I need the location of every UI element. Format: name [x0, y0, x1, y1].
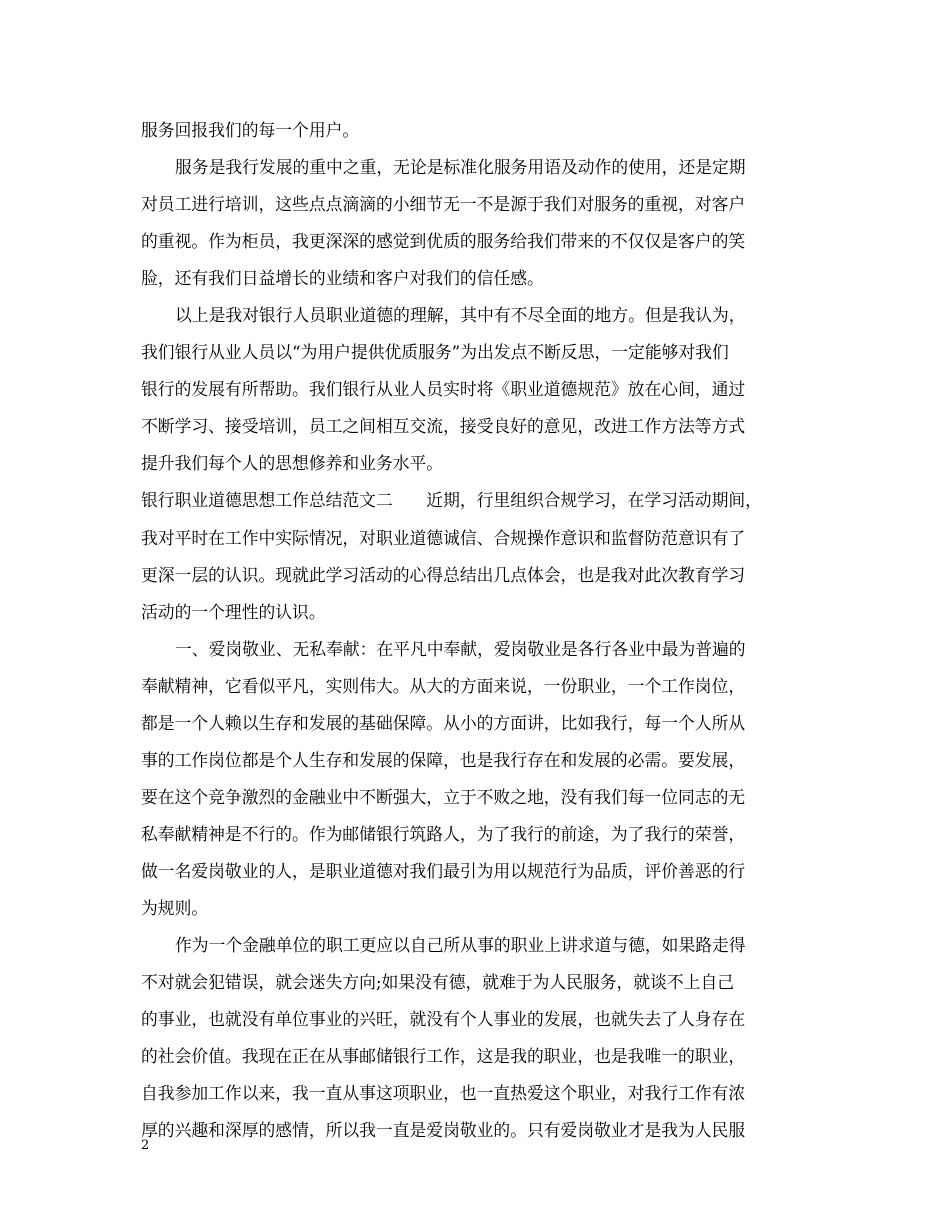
text-line: 服务是我行发展的重中之重，无论是标准化服务用语及动作的使用，还是定期 — [175, 157, 746, 178]
text-line: 服务回报我们的每一个用户。 — [141, 120, 360, 140]
text-line: 银行的发展有所帮助。我们银行从业人员实时将《职业道德规范》放在心间，通过 — [141, 379, 746, 400]
text-line: 做一名爱岗敬业的人，是职业道德对我们最引为用以规范行为品质，评价善恶的行 — [141, 860, 746, 881]
text-line: 要在这个竞争激烈的金融业中不断强大，立于不败之地，没有我们每一位同志的无 — [141, 786, 746, 807]
text-line: 更深一层的认识。现就此学习活动的心得总结出几点体会，也是我对此次教育学习 — [141, 564, 746, 585]
text-line: 活动的一个理性的认识。 — [141, 601, 326, 622]
text-line: 奉献精神，它看似平凡，实则伟大。从大的方面来说，一份职业，一个工作岗位， — [141, 675, 746, 696]
text-line: 一、爱岗敬业、无私奉献：在平凡中奉献，爱岗敬业是各行各业中最为普遍的 — [175, 638, 746, 659]
text-line: 提升我们每个人的思想修养和业务水平。 — [141, 453, 444, 474]
page-number: 2 — [141, 1138, 150, 1153]
text-line: 事的工作岗位都是个人生存和发展的保障，也是我行存在和发展的必需。要发展， — [141, 749, 746, 770]
text-line: 脸，还有我们日益增长的业绩和客户对我们的信任感。 — [141, 268, 544, 289]
text-line: 银行职业道德思想工作总结范文二 近期，行里组织合规学习，在学习活动期间， — [141, 490, 762, 511]
text-line: 的社会价值。我现在正在从事邮储银行工作，这是我的职业，也是我唯一的职业， — [141, 1046, 746, 1067]
text-line: 的事业，也就没有单位事业的兴旺，就没有个人事业的发展，也就失去了人身存在 — [141, 1009, 746, 1030]
text-line: 厚的兴趣和深厚的感情，所以我一直是爱岗敬业的。只有爱岗敬业才是我为人民服 — [141, 1120, 746, 1141]
text-line: 以上是我对银行人员职业道德的理解，其中有不尽全面的地方。但是我认为， — [175, 305, 746, 326]
text-line: 自我参加工作以来，我一直从事这项职业，也一直热爱这个职业，对我行工作有浓 — [141, 1083, 746, 1104]
text-line: 我对平时在工作中实际情况，对职业道德诚信、合规操作意识和监督防范意识有了 — [141, 527, 746, 548]
text-line: 不对就会犯错误，就会迷失方向;如果没有德，就难于为人民服务，就谈不上自己 — [141, 972, 735, 993]
text-line: 都是一个人赖以生存和发展的基础保障。从小的方面讲，比如我行，每一个人所从 — [141, 712, 746, 733]
text-line: 为规则。 — [141, 897, 209, 918]
body-text — [141, 112, 821, 1149]
text-line: 对员工进行培训，这些点点滴滴的小细节无一不是源于我们对服务的重视，对客户 — [141, 194, 746, 215]
text-line: 作为一个金融单位的职工更应以自己所从事的职业上讲求道与德，如果路走得 — [175, 935, 746, 956]
text-line: 不断学习、接受培训，员工之间相互交流，接受良好的意见，改进工作方法等方式 — [141, 416, 746, 437]
text-line: 私奉献精神是不行的。作为邮储银行筑路人，为了我行的前途，为了我行的荣誉， — [141, 823, 746, 844]
text-line: 我们银行从业人员以“为用户提供优质服务”为出发点不断反思，一定能够对我们 — [141, 342, 729, 363]
text-line: 的重视。作为柜员，我更深深的感觉到优质的服务给我们带来的不仅仅是客户的笑 — [141, 231, 746, 252]
